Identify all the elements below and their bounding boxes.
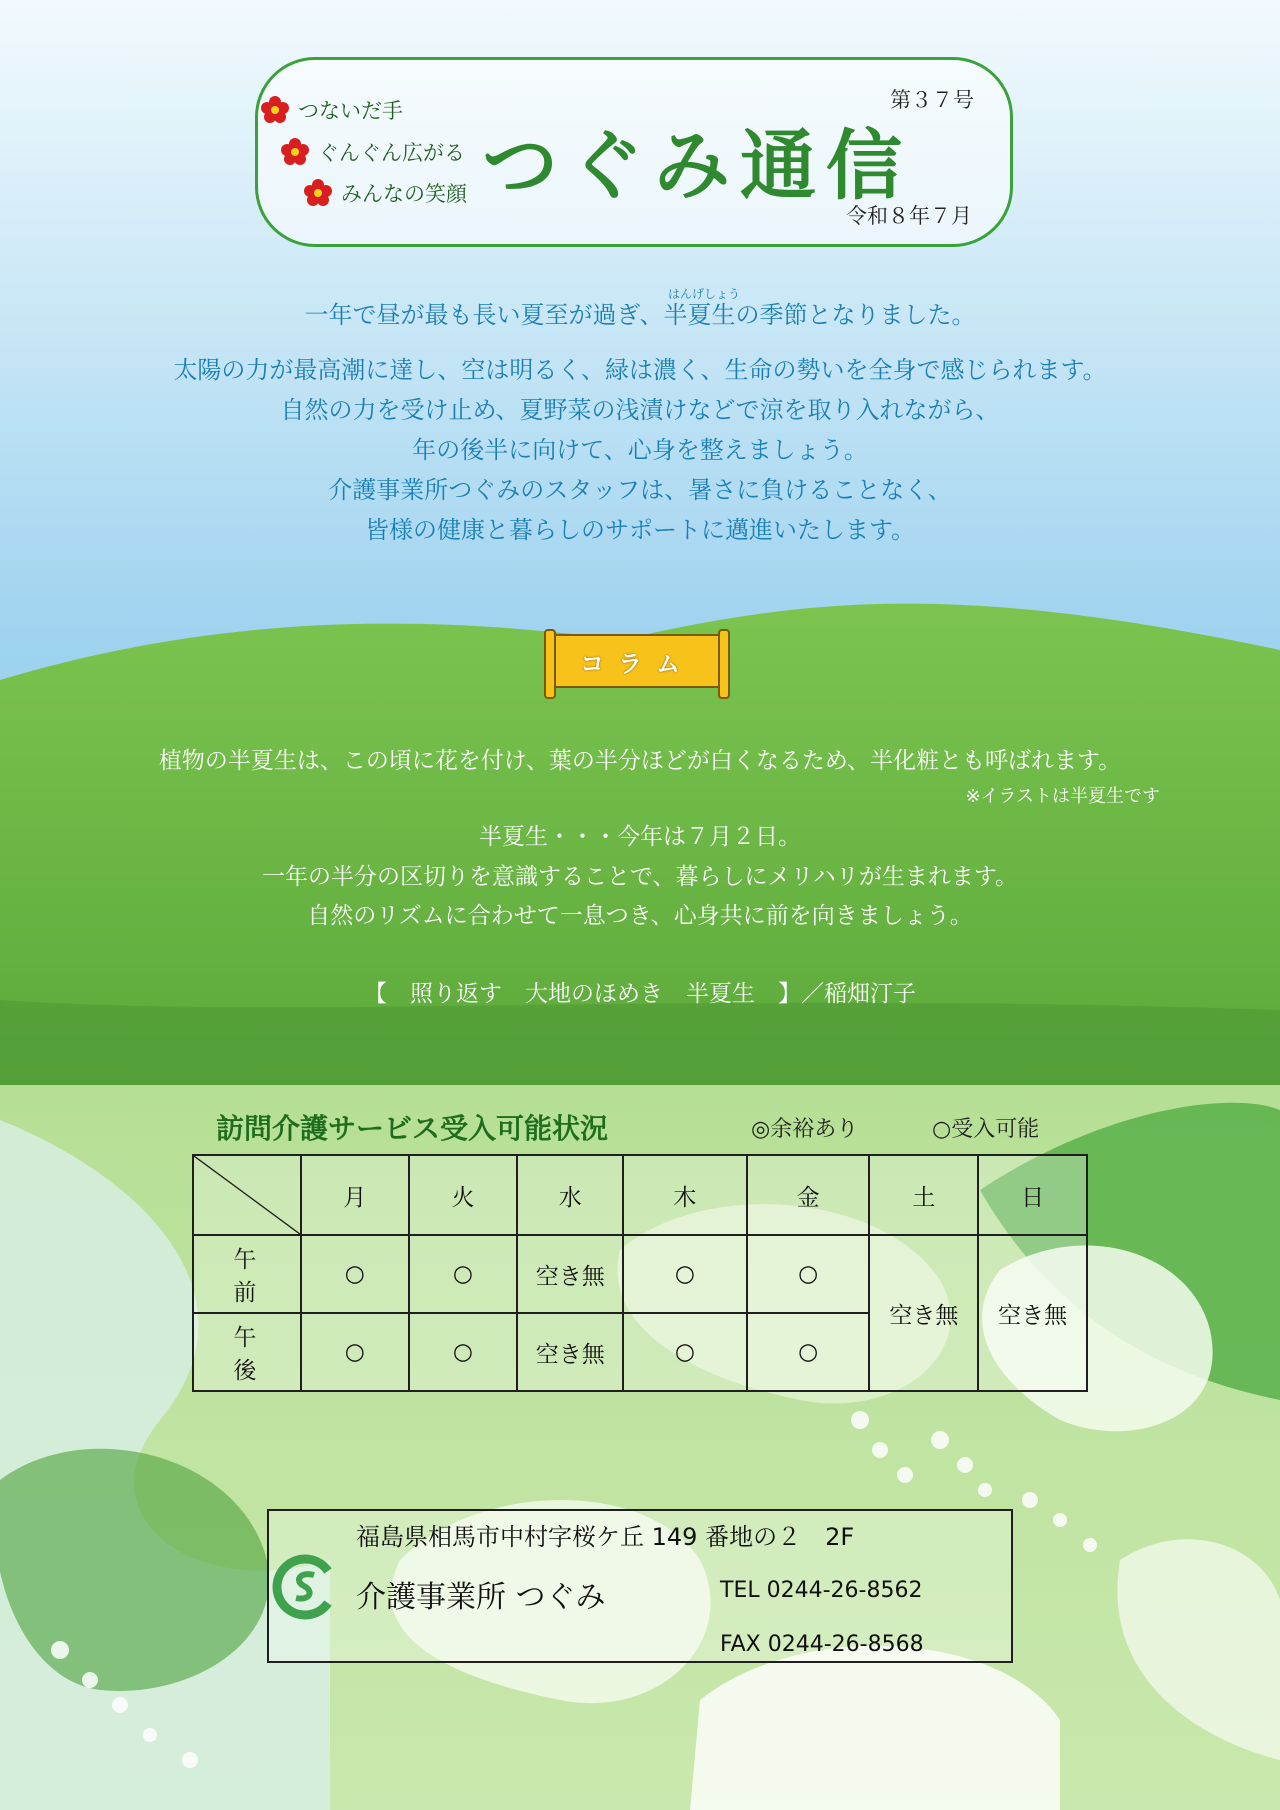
intro-line-6: 皆様の健康と暮らしのサポートに邁進いたします。	[364, 516, 916, 544]
legend-ample: ◎余裕あり	[751, 1117, 859, 1142]
day-sun: 日	[978, 1155, 1087, 1235]
column-line-3: 一年の半分の区切りを意識することで、暮らしにメリハリが生まれます。	[261, 864, 1018, 890]
haiku: 【 照り返す 大地のほめき 半夏生 】／稲畑汀子	[364, 981, 916, 1007]
telephone: TEL 0244-26-8562	[720, 1578, 923, 1603]
address: 福島県相馬市中村字桜ケ丘 149 番地の２ 2F	[356, 1523, 855, 1551]
day-mon: 月	[301, 1155, 409, 1235]
cell-am-wed: 空き無	[517, 1235, 623, 1313]
day-tue: 火	[409, 1155, 518, 1235]
fax: FAX 0244-26-8568	[720, 1632, 924, 1657]
intro-line-5: 介護事業所つぐみのスタッフは、暑さに負けることなく、	[328, 476, 952, 504]
motto-line-1	[260, 95, 403, 125]
motto-line-2	[280, 137, 465, 167]
newsletter-title: つぐみ通信	[482, 121, 912, 210]
ruby-reading: はんげしょう	[668, 287, 741, 301]
cell-pm-tue: ○	[409, 1313, 518, 1391]
row-label-pm: 午後	[193, 1313, 301, 1391]
cell-pm-mon: ○	[301, 1313, 409, 1391]
day-fri: 金	[747, 1155, 870, 1235]
cell-pm-wed: 空き無	[517, 1313, 623, 1391]
intro-line-4: 年の後半に向けて、心身を整えましょう。	[412, 436, 868, 464]
column-note: ※イラストは半夏生です	[965, 786, 1160, 807]
organization-name: 介護事業所 つぐみ	[356, 1580, 606, 1615]
cell-am-fri: ○	[747, 1235, 870, 1313]
table-header-row	[193, 1155, 1087, 1235]
column-line-4: 自然のリズムに合わせて一息つき、心身共に前を向きましょう。	[307, 903, 973, 929]
company-logo-icon	[270, 1553, 338, 1621]
intro-line-2: 太陽の力が最高潮に達し、空は明るく、緑は濃く、生命の勢いを全身で感じられます。	[173, 356, 1107, 384]
day-wed: 水	[517, 1155, 623, 1235]
column-line-2: 半夏生・・・今年は７月２日。	[479, 824, 801, 850]
day-sat: 土	[869, 1155, 978, 1235]
cell-sat: 空き無	[869, 1235, 978, 1391]
intro-line-3: 自然の力を受け止め、夏野菜の浅漬けなどで涼を取り入れながら、	[280, 396, 1000, 424]
column-label: コラム	[580, 649, 694, 678]
availability-table	[192, 1154, 1088, 1392]
diagonal-line	[194, 1156, 300, 1234]
issue-number: 第３７号	[890, 88, 974, 112]
day-thu: 木	[623, 1155, 747, 1235]
flower-icon	[303, 178, 333, 208]
column-line-1: 植物の半夏生は、この頃に花を付け、葉の半分ほどが白くなるため、半化粧とも呼ばれます。	[158, 748, 1122, 774]
legend-available: ○受入可能	[932, 1117, 1040, 1142]
motto-text-2: ぐんぐん広がる	[318, 141, 465, 165]
table-row	[193, 1235, 1087, 1313]
row-label-am: 午前	[193, 1235, 301, 1313]
cell-am-thu: ○	[623, 1235, 747, 1313]
cell-sun: 空き無	[978, 1235, 1087, 1391]
motto-text-3: みんなの笑顔	[341, 182, 467, 206]
corner-cell	[193, 1155, 301, 1235]
cell-am-tue: ○	[409, 1235, 518, 1313]
services-title: 訪問介護サービス受入可能状況	[216, 1112, 609, 1145]
flower-icon	[280, 137, 310, 167]
cell-pm-fri: ○	[747, 1313, 870, 1391]
cell-am-mon: ○	[301, 1235, 409, 1313]
issue-date: 令和８年７月	[846, 204, 972, 228]
motto-text-1: つないだ手	[298, 99, 403, 123]
flower-icon	[260, 95, 290, 125]
cell-pm-thu: ○	[623, 1313, 747, 1391]
column-banner	[548, 634, 726, 688]
intro-line-1: 一年で昼が最も長い夏至が過ぎ、半夏生の季節となりました。	[304, 301, 976, 329]
motto-line-3	[303, 178, 467, 208]
